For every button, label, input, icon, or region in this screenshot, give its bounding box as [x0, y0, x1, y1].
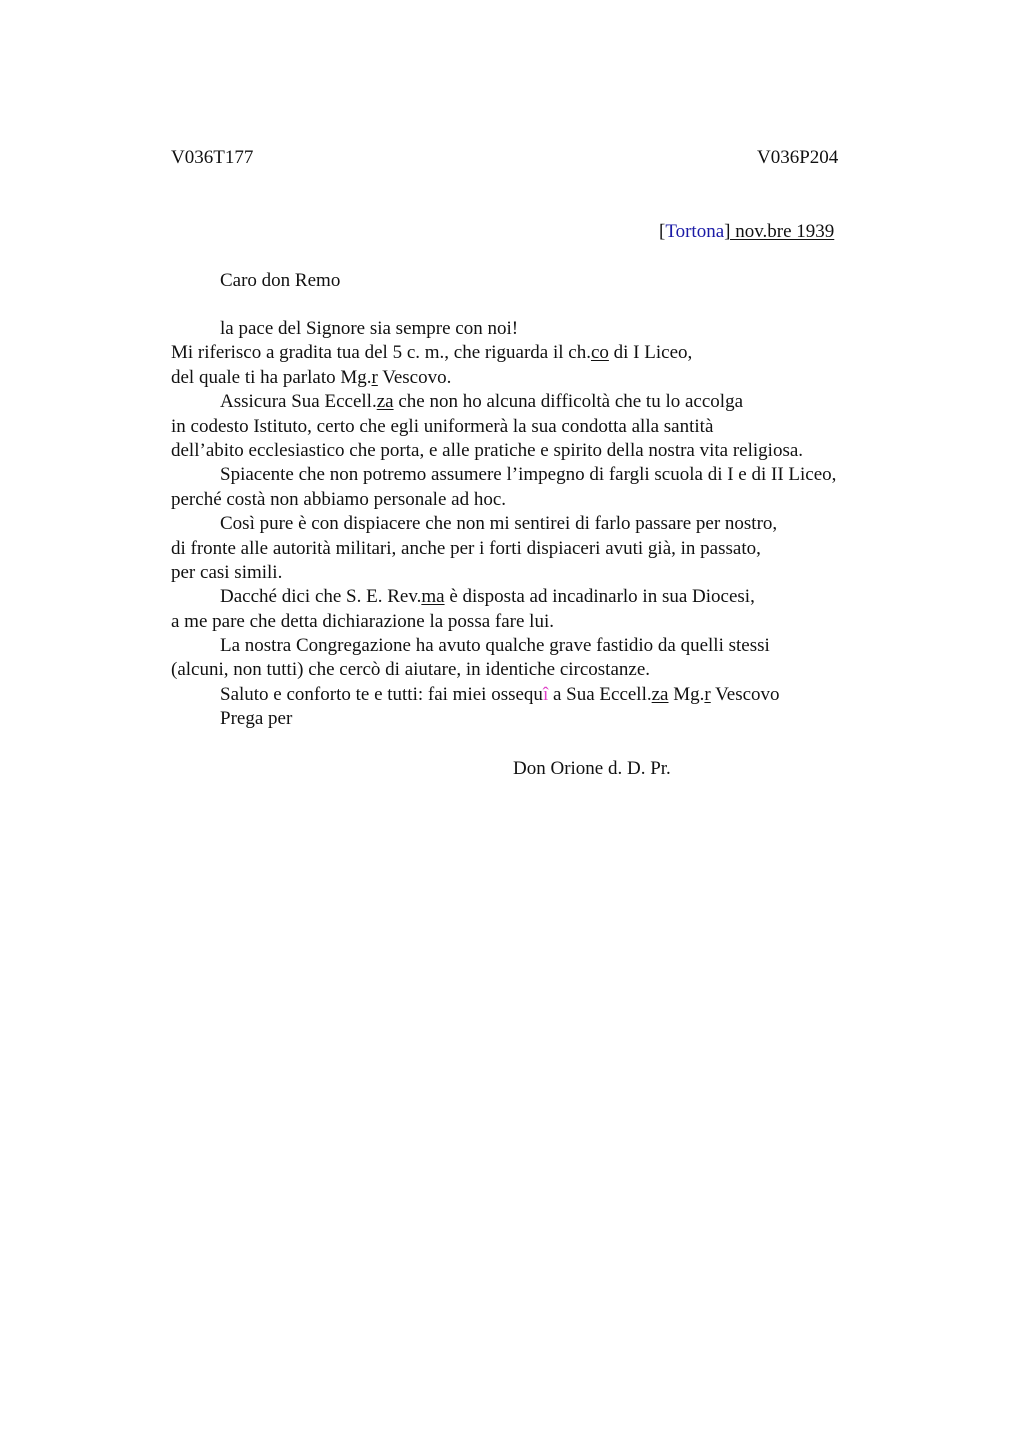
- text-run: a Sua Eccell.: [548, 683, 652, 705]
- bracket-close: ]: [724, 221, 731, 242]
- text-run: Vescovo.: [377, 366, 452, 388]
- body-line: Spiacente che non potremo assumere l’impegno di fargli scuola di I e di II Liceo,: [220, 464, 837, 486]
- body-line: perché costà non abbiamo personale ad hoc.: [171, 488, 507, 510]
- salutation: Caro don Remo: [220, 270, 341, 291]
- dateline: [659, 220, 834, 244]
- text-run: Assicura Sua Eccell.: [220, 391, 377, 413]
- document-code-left: V036T177: [171, 147, 254, 168]
- body-line: [171, 683, 836, 707]
- text-run: Dacché dici che S. E. Rev.: [220, 586, 422, 608]
- text-run: Vescovo: [710, 683, 780, 705]
- abbreviation-superscript: za: [651, 683, 669, 705]
- body-line: La nostra Congregazione ha avuto qualche grave fastidio da quelli stessi: [220, 635, 770, 657]
- body-line: [171, 366, 836, 390]
- text-run: Mi riferisco a gradita tua del 5 c. m., che riguarda il ch.: [171, 342, 591, 364]
- body-line: la pace del Signore sia sempre con noi!: [220, 318, 519, 339]
- body-line: (alcuni, non tutti) che cercò di aiutare, in identiche circostanze.: [171, 659, 651, 681]
- text-run: che non ho alcuna difficoltà che tu lo accolga: [393, 391, 743, 413]
- abbreviation-superscript: r: [704, 683, 711, 705]
- abbreviation-superscript: za: [376, 391, 394, 413]
- signature: Don Orione d. D. Pr.: [513, 758, 671, 779]
- document-code-right: V036P204: [757, 147, 839, 168]
- editorial-correction: î: [542, 683, 549, 705]
- body-line: Prega per: [220, 708, 293, 730]
- abbreviation-superscript: ma: [421, 586, 445, 608]
- text-run: è disposta ad incadinarlo in sua Diocesi,: [444, 586, 755, 608]
- body-line: a me pare che detta dichiarazione la possa fare lui.: [171, 610, 554, 632]
- text-run: Mg.: [668, 683, 705, 705]
- text-run: di I Liceo,: [608, 342, 693, 364]
- body-line: in codesto Istituto, certo che egli uniformerà la sua condotta alla santità: [171, 415, 714, 437]
- dateline-place: Tortona: [665, 221, 725, 242]
- body-line: dell’abito ecclesiastico che porta, e alle pratiche e spirito della nostra vita religiosa.: [171, 439, 804, 461]
- letter-body: [171, 317, 836, 732]
- dateline-date: [724, 221, 834, 242]
- body-line: [171, 585, 836, 609]
- body-line: per casi simili.: [171, 561, 283, 583]
- text-run: Saluto e conforto te e tutti: fai miei ossequ: [220, 683, 543, 705]
- text-run: del quale ti ha parlato Mg.: [171, 366, 372, 388]
- date-text: nov.bre 1939: [730, 221, 835, 242]
- abbreviation-superscript: r: [371, 366, 378, 388]
- body-line: [171, 341, 836, 365]
- body-line: [171, 390, 836, 414]
- body-line: Così pure è con dispiacere che non mi sentirei di farlo passare per nostro,: [220, 513, 778, 535]
- body-line: di fronte alle autorità militari, anche per i forti dispiaceri avuti già, in passato,: [171, 537, 761, 559]
- abbreviation-superscript: co: [590, 342, 609, 364]
- bracket-open: [: [659, 221, 666, 242]
